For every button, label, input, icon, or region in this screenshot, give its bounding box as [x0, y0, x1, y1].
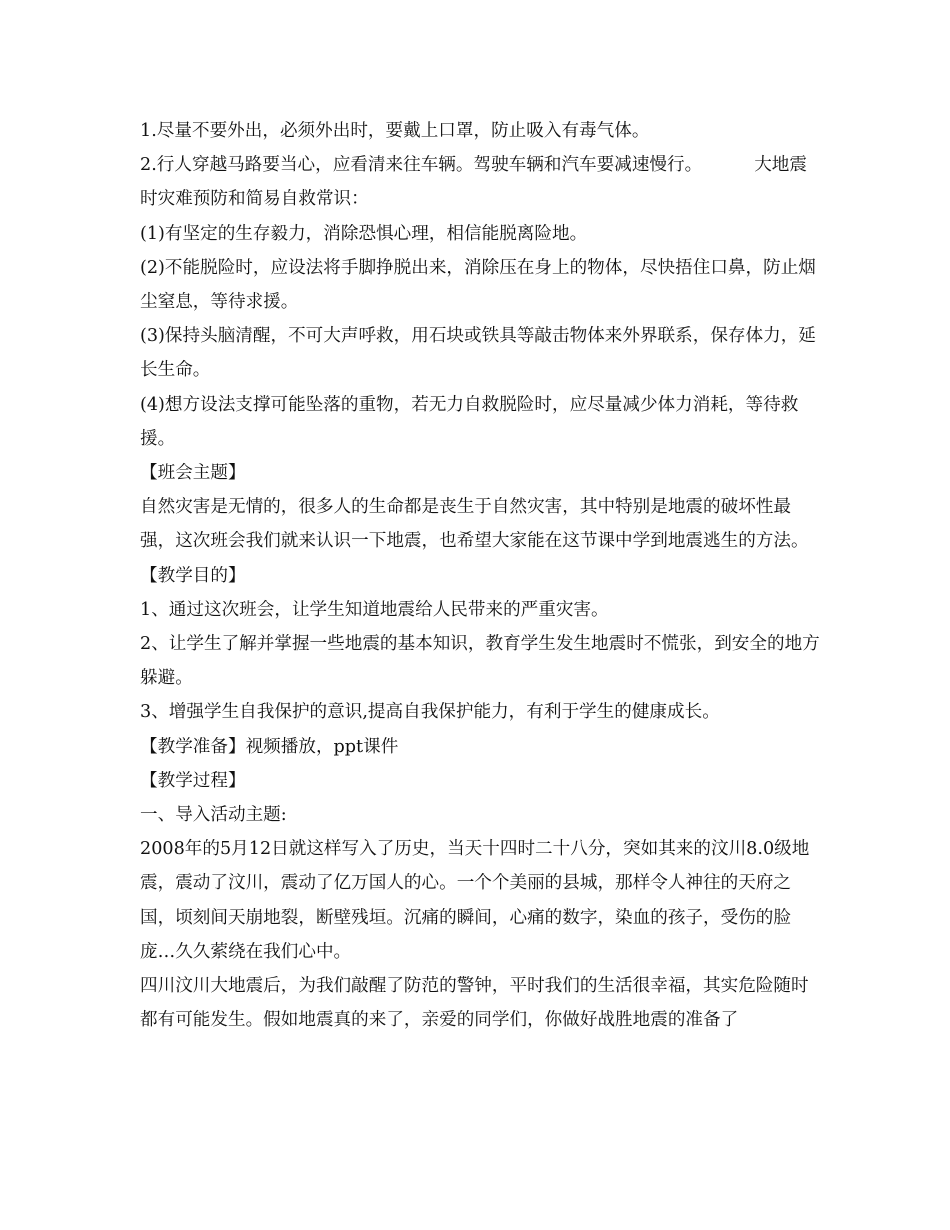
paragraph-theme: 自然灾害是无情的，很多人的生命都是丧生于自然灾害，其中特别是地震的破坏性最强，这次班会我们就来认识一下地震，也希望大家能在这节课中学到地震逃生的方法。 [140, 497, 809, 552]
paragraph-closing: 四川汶川大地震后，为我们敲醒了防范的警钟，平时我们的生活很幸福，其实危险随时都有可能发生。假如地震真的来了，亲爱的同学们，你做好战胜地震的准备了 [140, 976, 809, 1031]
paragraph-intro: 2008年的5月12日就这样写入了历史，当天十四时二十八分，突如其来的汶川8.0级地震，震动了汶川，震动了亿万国人的心。一个个美丽的县城，那样令人神往的天府之国，顷刻间天崩地裂，断壁残垣。沉痛的瞬间，心痛的数字，染血的孩子，受伤的脸庞…久久萦绕在我们心中。 [140, 839, 810, 962]
section-heading-goals: 【教学目的】 [140, 565, 246, 586]
section-heading-process: 【教学过程】 [140, 770, 246, 791]
paragraph-1: 1.尽量不要外出，必须外出时，要戴上口罩，防止吸入有毒气体。 [140, 121, 650, 141]
paragraph-3-text: 大地震时灾难预防和简易自救常识： [140, 155, 807, 210]
section-heading-theme: 【班会主题】 [140, 463, 246, 484]
paragraph-6: (3)保持头脑清醒，不可大声呼救，用石块或铁具等敲击物体来外界联系，保存体力，延长生命。 [140, 326, 816, 381]
goal-item-2: 2、让学生了解并掌握一些地震的基本知识，教育学生发生地震时不慌张，到安全的地方躲避。 [140, 634, 820, 689]
paragraph-5: (2)不能脱险时，应设法将手脚挣脱出来，消除压在身上的物体，尽快捂住口鼻，防止烟尘窒息，等待求援。 [140, 257, 816, 313]
goal-item-3: 3、增强学生自我保护的意识,提高自我保护能力，有利于学生的健康成长。 [140, 702, 720, 723]
paragraph-4: (1)有坚定的生存毅力，消除恐惧心理，相信能脱离险地。 [140, 223, 588, 244]
process-step-heading: 一、导入活动主题: [140, 805, 287, 826]
paragraph-2 [140, 148, 820, 216]
section-heading-preparation: 【教学准备】视频播放，ppt课件 [140, 736, 399, 757]
goal-item-1: 1、通过这次班会，让学生知道地震给人民带来的严重灾害。 [140, 599, 609, 620]
document-body [140, 114, 820, 1037]
paragraph-7: (4)想方设法支撑可能坠落的重物，若无力自救脱险时，应尽量减少体力消耗，等待救援。 [140, 394, 799, 449]
paragraph-2-text: 2.行人穿越马路要当心，应看清来往车辆。驾驶车辆和汽车要减速慢行。 [140, 155, 703, 176]
